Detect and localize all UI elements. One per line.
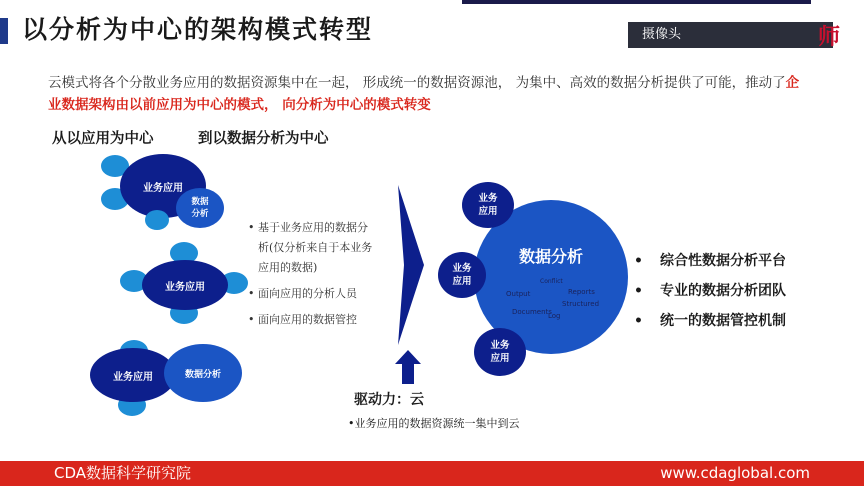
biz-app-satellite: 业务 应用 xyxy=(438,252,486,298)
intro-text: 云模式将各个分散业务应用的数据资源集中在一起， 形成统一的数据资源池， 为集中、高效的数据分析提供了可能，推动了 xyxy=(48,75,786,91)
driver-subtext: •业务应用的数据资源统一集中到云 xyxy=(348,417,520,430)
intro-paragraph xyxy=(48,72,808,116)
intro-highlight: 企业数据架构由以前应用为中心的模式， 向分析为中心的模式转变 xyxy=(48,75,800,113)
biz-app-circle: 业务应用 xyxy=(120,154,206,218)
footer-website-link[interactable]: www.cdaglobal.com xyxy=(660,464,810,482)
heading-app-centric: 从以应用为中心 xyxy=(52,130,154,147)
heading-analysis-centric: 到以数据分析为中心 xyxy=(198,130,329,147)
brand-logo-glyph: 师 xyxy=(818,25,841,50)
biz-app-satellite: 业务 应用 xyxy=(474,328,526,376)
bullet-item: • 面向应用的分析人员 xyxy=(248,284,378,304)
title-accent-bar xyxy=(0,18,8,44)
feature-item: • 综合性数据分析平台 xyxy=(634,246,786,276)
bullet-item: • 基于业务应用的数据分析(仅分析来自于本业务应用的数据) xyxy=(248,218,378,278)
analysis-small-circle: 数据 分析 xyxy=(176,188,224,228)
data-word-cloud: Output Conflict Structured Documents Reports Log xyxy=(506,278,600,320)
center-analysis-circle: 数据分析 xyxy=(474,200,628,354)
transition-chevron-icon xyxy=(390,185,430,345)
biz-app-circle: 业务应用 xyxy=(90,348,176,402)
analysis-circle: 数据分析 xyxy=(164,344,242,402)
analysis-centric-features xyxy=(634,246,786,336)
camera-overlay-label[interactable]: 摄像头 xyxy=(628,22,833,48)
small-node-circle xyxy=(145,210,169,230)
footer-bar xyxy=(0,461,864,486)
footer-org-name: CDA数据科学研究院 xyxy=(54,464,192,482)
up-arrow-icon xyxy=(395,350,421,384)
feature-item: • 统一的数据管控机制 xyxy=(634,306,786,336)
biz-app-satellite: 业务 应用 xyxy=(462,182,514,228)
driver-label: 驱动力：云 xyxy=(354,392,424,408)
top-border-line xyxy=(462,0,811,4)
page-title: 以分析为中心的架构模式转型 xyxy=(22,15,374,44)
feature-item: • 专业的数据分析团队 xyxy=(634,276,786,306)
biz-app-circle: 业务应用 xyxy=(142,260,228,310)
app-centric-bullets xyxy=(248,218,378,330)
bullet-item: • 面向应用的数据管控 xyxy=(248,310,378,330)
